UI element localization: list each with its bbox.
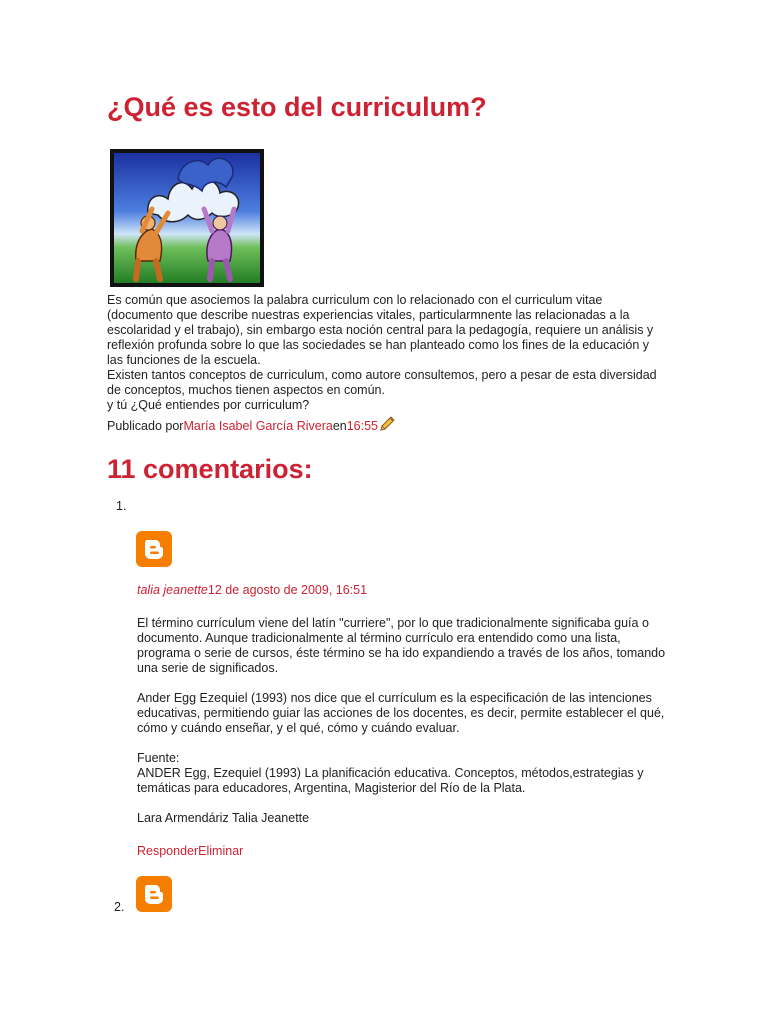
comment-author-link[interactable]: talia jeanette (137, 583, 208, 597)
post-title: ¿Qué es esto del curriculum? (107, 92, 487, 122)
author-link[interactable]: María Isabel García Rivera (183, 419, 333, 433)
reply-link[interactable]: Responder (137, 844, 199, 858)
blogger-icon (136, 876, 172, 912)
pencil-icon[interactable] (379, 416, 395, 436)
puzzle-clipart (108, 143, 266, 291)
byline-prefix: Publicado por (107, 419, 184, 433)
comment-number: 1. (116, 499, 127, 513)
comment-body (137, 616, 677, 841)
post-body (107, 293, 667, 413)
post-paragraph: y tú ¿Qué entiendes por curriculum? (107, 398, 310, 412)
delete-link[interactable]: Eliminar (198, 844, 244, 858)
comment-paragraph: Ander Egg Ezequiel (1993) nos dice que el currículum es la especificación de las intenciones educativas, permitiendo guiar las acciones de los docentes, es decir, permite establecer el qué, cómo y cuándo enseñar, y el qué, cómo y cuándo evaluar. (137, 691, 665, 735)
comment-actions (137, 844, 243, 858)
comment-number: 2. (114, 900, 125, 914)
post-paragraph: Existen tantos conceptos de curriculum, como autore consultemos, pero a pesar de esta diversidad de conceptos, muchos tienen aspectos en común. (107, 368, 657, 397)
byline-mid: en (332, 419, 347, 433)
comment-paragraph: El término currículum viene del latín "curriere", por lo que tradicionalmente significaba guía o documento. Aunque tradicionalmente al término currículo era entendido como una lista, programa o serie de cursos, éste término se ha ido expandiendo a través de los años, tomando una serie de significados. (137, 616, 666, 675)
comment-date-link[interactable]: 12 de agosto de 2009, 16:51 (207, 583, 368, 597)
post-time-link[interactable]: 16:55 (346, 419, 378, 433)
comment-paragraph: Lara Armendáriz Talia Jeanette (137, 811, 310, 825)
comment-meta (137, 583, 367, 597)
post-paragraph: Es común que asociemos la palabra curriculum con lo relacionado con el curriculum vitae (documento que describe nuestras experiencias vitales, particularmnente las relacionadas a la escolaridad y el trabajo), sin embargo esta noción central para la pedagogía, requiere un análisis y reflexión profunda sobre lo que las sociedades se han planteado como los fines de la educación y las funciones de la escuela. (107, 293, 654, 367)
blogger-icon (136, 531, 172, 567)
comments-title: 11 comentarios: (107, 454, 313, 484)
comment-paragraph: Fuente: ANDER Egg, Ezequiel (1993) La planificación educativa. Conceptos, métodos,estrategias y temáticas para educadores, Argentina, Magisterior del Río de la Plata. (137, 751, 644, 795)
post-byline (107, 416, 395, 436)
